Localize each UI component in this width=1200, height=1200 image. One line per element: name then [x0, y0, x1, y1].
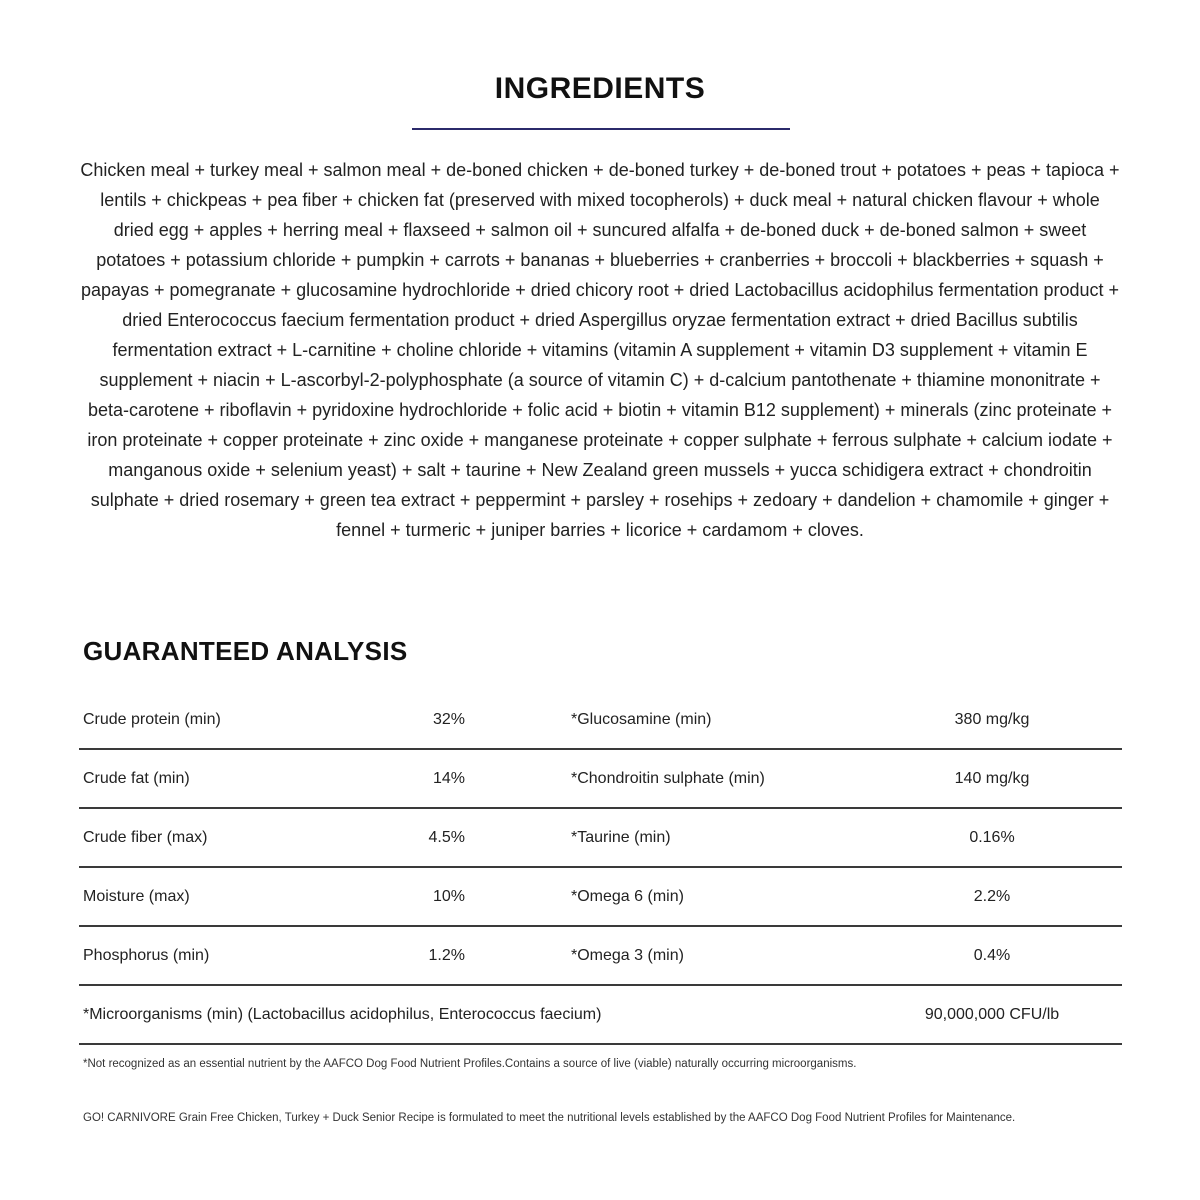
- nutrient-label: Moisture (max): [83, 888, 190, 905]
- table-row: [79, 692, 1122, 750]
- nutrient-label: Crude fat (min): [83, 770, 190, 787]
- nutrient-value: 0.4%: [973, 947, 1011, 964]
- nutrient-label: *Taurine (min): [571, 829, 671, 846]
- nutrient-label: Phosphorus (min): [83, 947, 210, 964]
- formulation-statement: GO! CARNIVORE Grain Free Chicken, Turkey + Duck Senior Recipe is formulated to meet the nutritional levels established by the AAFCO Dog Food Nutrient Profiles for Maintenance.: [83, 1112, 1016, 1124]
- guaranteed-analysis-table: [79, 692, 1122, 1046]
- nutrient-value: 140 mg/kg: [954, 770, 1030, 787]
- microorganisms-value: 90,000,000 CFU/lb: [924, 1006, 1060, 1023]
- nutrient-value: 0.16%: [969, 829, 1015, 846]
- nutrient-value: 2.2%: [973, 888, 1011, 905]
- nutrient-label: Crude fiber (max): [83, 829, 208, 846]
- nutrient-value: 32%: [432, 711, 465, 728]
- nutrient-label: *Omega 3 (min): [571, 947, 684, 964]
- nutrient-label: *Chondroitin sulphate (min): [571, 770, 765, 787]
- nutrient-label: Crude protein (min): [83, 711, 221, 728]
- ingredients-divider: [412, 128, 790, 130]
- table-row-microorganisms: [79, 987, 1122, 1045]
- table-row: [79, 810, 1122, 868]
- ingredients-list: Chicken meal + turkey meal + salmon meal + de-boned chicken + de-boned turkey + de-boned trout + potatoes + peas + tapioca + lentils + chickpeas + pea fiber + chicken fat (preserved with mixed tocopherols) + duck meal + natural chicken flavour + whole dried egg + apples + herring meal + flaxseed + salmon oil + suncured alfalfa + de-boned duck + de-boned salmon + sweet potatoes + potassium chloride + pumpkin + carrots + bananas + blueberries + cranberries + broccoli + blackberries + squash + papayas + pomegranate + glucosamine hydrochloride + dried chicory root + dried Lactobacillus acidophilus fermentation product + dried Enterococcus faecium fermentation product + dried Aspergillus oryzae fermentation extract + dried Bacillus subtilis fermentation extract + L-carnitine + choline chloride + vitamins (vitamin A supplement + vitamin D3 supplement + vitamin E supplement + niacin + L-ascorbyl-2-polyphosphate (a source of vitamin C) + d-calcium pantothenate + thiamine mononitrate + beta-carotene + riboflavin + pyridoxine hydrochloride + folic acid + biotin + vitamin B12 supplement) + minerals (zinc proteinate + iron proteinate + copper proteinate + zinc oxide + manganese proteinate + copper sulphate + ferrous sulphate + calcium iodate + manganous oxide + selenium yeast) + salt + taurine + New Zealand green mussels + yucca schidigera extract + chondroitin sulphate + dried rosemary + green tea extract + peppermint + parsley + rosehips + zedoary + dandelion + chamomile + ginger + fennel + turmeric + juniper barries + licorice + cardamom + cloves.: [80, 160, 1120, 540]
- guaranteed-analysis-heading: GUARANTEED ANALYSIS: [83, 636, 408, 666]
- table-row: [79, 928, 1122, 986]
- ingredients-heading: INGREDIENTS: [494, 72, 706, 105]
- nutrient-value: 380 mg/kg: [954, 711, 1030, 728]
- nutrient-value: 10%: [432, 888, 465, 905]
- nutrient-value: 4.5%: [428, 829, 465, 846]
- nutrient-value: 14%: [432, 770, 465, 787]
- nutrient-label: *Glucosamine (min): [571, 711, 712, 728]
- table-row: [79, 869, 1122, 927]
- aafco-footnote: *Not recognized as an essential nutrient by the AAFCO Dog Food Nutrient Profiles.Contains a source of live (viable) naturally occurring microorganisms.: [83, 1058, 857, 1070]
- nutrient-value: 1.2%: [428, 947, 465, 964]
- nutrient-label: *Omega 6 (min): [571, 888, 684, 905]
- microorganisms-label: *Microorganisms (min) (Lactobacillus acidophilus, Enterococcus faecium): [83, 1006, 602, 1023]
- table-row: [79, 751, 1122, 809]
